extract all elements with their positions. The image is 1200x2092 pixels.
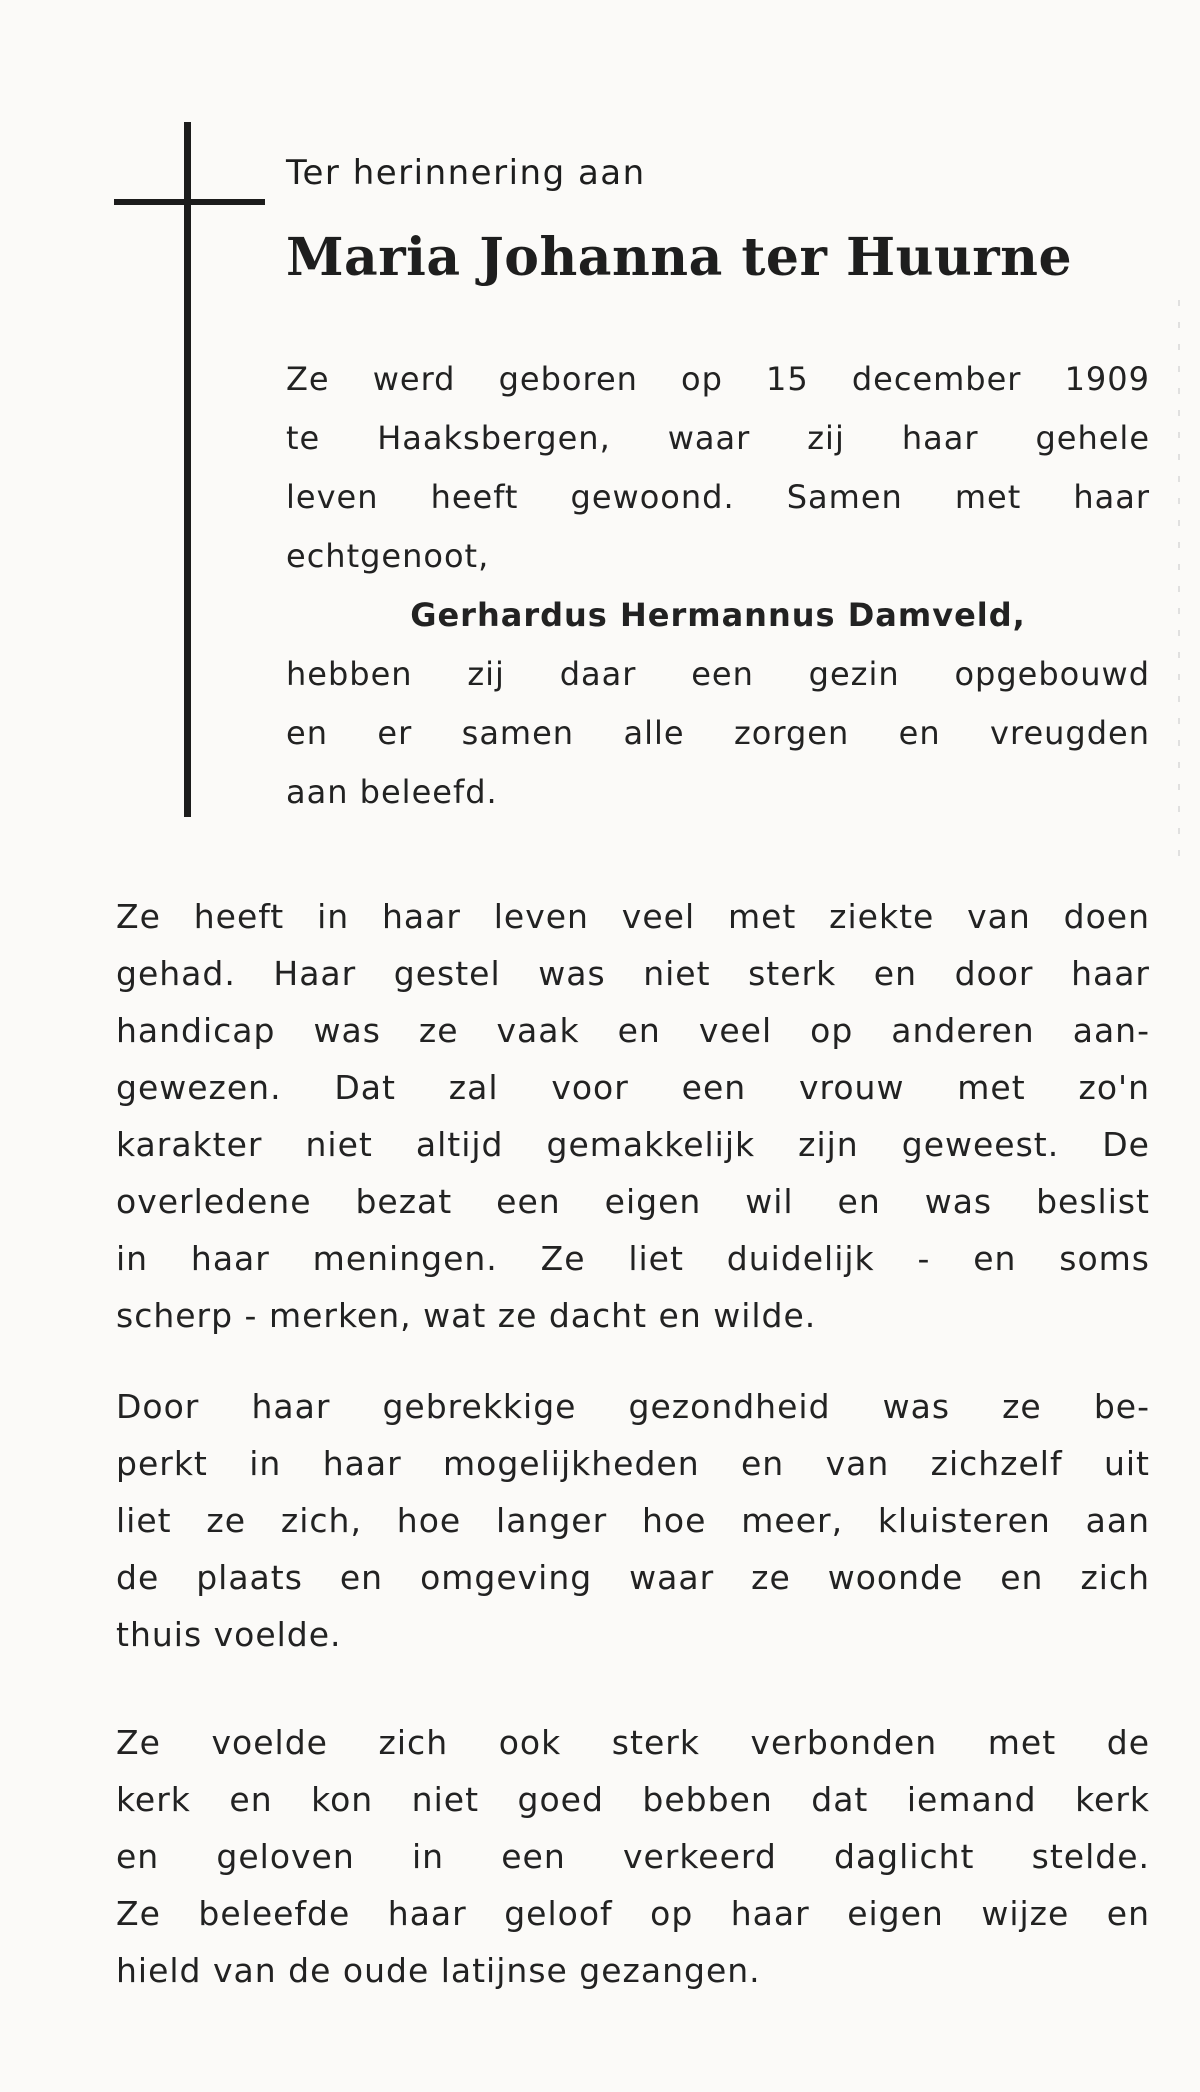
- paragraph-line: Door haar gebrekkige gezondheid was ze be-: [116, 1387, 1150, 1426]
- biography-intro: [286, 350, 1150, 822]
- paragraph-faith: [116, 1714, 1150, 1999]
- card-header: [286, 153, 1150, 288]
- birth-line: echtgenoot,: [286, 537, 490, 575]
- family-line: hebben zij daar een gezin opgebouwd: [286, 655, 1150, 693]
- family-line: en er samen alle zorgen en vreugden: [286, 714, 1150, 752]
- intro-text: Ter herinnering aan: [286, 153, 646, 193]
- paragraph-home: [116, 1378, 1150, 1663]
- paragraph-line: scherp - merken, wat ze dacht en wilde.: [116, 1296, 817, 1335]
- paragraph-line: Ze beleefde haar geloof op haar eigen wijze en: [116, 1894, 1150, 1933]
- paragraph-line: hield van de oude latijnse gezangen.: [116, 1951, 761, 1990]
- paragraph-health-character: [116, 888, 1150, 1344]
- paragraph-line: overledene bezat een eigen wil en was beslist: [116, 1182, 1150, 1221]
- paragraph-line: liet ze zich, hoe langer hoe meer, kluisteren aan: [116, 1501, 1150, 1540]
- paragraph-line: Ze voelde zich ook sterk verbonden met de: [116, 1723, 1150, 1762]
- paragraph-line: karakter niet altijd gemakkelijk zijn geweest. De: [116, 1125, 1150, 1164]
- paragraph-line: gehad. Haar gestel was niet sterk en door haar: [116, 954, 1150, 993]
- paragraph-line: in haar meningen. Ze liet duidelijk - en soms: [116, 1239, 1150, 1278]
- paragraph-line: kerk en kon niet goed bebben dat iemand kerk: [116, 1780, 1150, 1819]
- birth-line: te Haaksbergen, waar zij haar gehele: [286, 419, 1150, 457]
- birth-line: leven heeft gewoond. Samen met haar: [286, 478, 1150, 516]
- cross-icon-vertical-bar: [184, 122, 191, 817]
- deceased-name: Maria Johanna ter Huurne: [286, 227, 1073, 288]
- spouse-name: Gerhardus Hermannus Damveld,: [410, 596, 1026, 634]
- paragraph-line: Ze heeft in haar leven veel met ziekte van doen: [116, 897, 1150, 936]
- paragraph-line: gewezen. Dat zal voor een vrouw met zo'n: [116, 1068, 1150, 1107]
- paragraph-line: perkt in haar mogelijkheden en van zichzelf uit: [116, 1444, 1150, 1483]
- cross-icon-horizontal-bar: [114, 199, 265, 205]
- birth-line: Ze werd geboren op 15 december 1909: [286, 360, 1150, 398]
- paragraph-line: handicap was ze vaak en veel op anderen aan-: [116, 1011, 1150, 1050]
- paragraph-line: en geloven in een verkeerd daglicht stelde.: [116, 1837, 1150, 1876]
- paragraph-line: thuis voelde.: [116, 1615, 342, 1654]
- paragraph-line: de plaats en omgeving waar ze woonde en zich: [116, 1558, 1150, 1597]
- card-edge-mark: [1178, 300, 1180, 860]
- family-line: aan beleefd.: [286, 773, 498, 811]
